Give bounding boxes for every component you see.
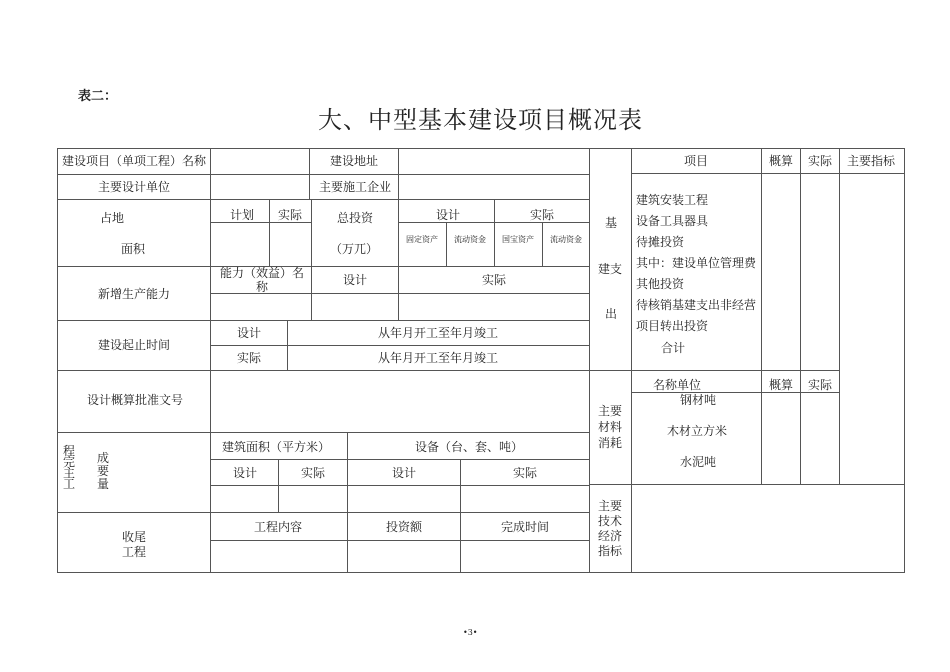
col-line [210,199,211,320]
approval-number-label: 设计概算批准文号 [87,393,184,407]
final-project-label-2: 工程 [122,545,147,559]
col-line [210,320,211,370]
materials-label-3: 消耗 [598,436,623,450]
col-line [309,148,310,174]
page-number: •3• [463,628,478,637]
table-border-left [57,148,58,573]
divider-left-section [589,148,590,573]
capex-item: 其他投资 [636,277,685,291]
row-line [210,540,589,541]
col-line [210,148,211,199]
page-title: 大、中型基本建设项目概况表 [318,106,643,134]
budget-header: 概算 [769,154,794,168]
capex-label-2: 建支 [598,262,623,276]
col-line [210,432,211,572]
col-line [347,432,348,572]
col-line [446,222,447,266]
period-design-text: 从年月开工至年月竣工 [378,326,499,340]
design-fixed-assets: 固定资产 [406,235,438,244]
material-item: 水泥吨 [680,455,717,469]
row-line [57,432,589,433]
building-actual-header: 实际 [301,466,326,480]
investment-actual-header: 实际 [530,208,555,222]
row-line [589,370,839,371]
col-line [761,148,762,484]
row-line [57,266,589,267]
capex-item: 项目转出投资 [636,319,709,333]
materials-label-2: 材料 [598,420,623,434]
col-line [309,174,310,199]
period-actual-label: 实际 [237,351,262,365]
col-line [287,320,288,370]
row-line [398,222,589,223]
design-current-funds: 流动资金 [454,235,486,244]
actual-header: 实际 [808,154,833,168]
col-line [398,174,399,199]
building-area-header: 建筑面积（平方米） [222,440,331,454]
capacity-design-header: 设计 [343,273,368,287]
capex-item: 待摊投资 [636,235,685,249]
item-header: 项目 [684,154,709,168]
period-label: 建设起止时间 [98,338,171,352]
col-line [269,199,270,266]
col-line [278,459,279,512]
period-design-label: 设计 [237,326,262,340]
capex-total: 合计 [661,341,686,355]
material-item: 钢材吨 [680,393,717,407]
col-line [460,459,461,572]
row-line [631,173,904,174]
capacity-actual-header: 实际 [482,273,507,287]
col-line [398,199,399,320]
capex-item: 建筑安装工程 [636,193,709,207]
tech-label-1: 主要 [598,499,623,513]
col-line [839,148,840,484]
land-area-label-2: 面积 [121,242,146,256]
col-line [210,370,211,432]
table-border-top [57,148,904,149]
material-budget-header: 概算 [769,378,794,392]
row-line [57,174,589,175]
indicators-header: 主要指标 [847,154,896,168]
table-border-bottom [57,572,904,573]
capex-label-1: 基 [605,216,618,230]
land-plan-header: 计划 [230,208,255,222]
col-line [542,222,543,266]
investment-design-header: 设计 [436,208,461,222]
project-name-label: 建设项目（单项工程）名称 [62,154,207,168]
material-name-unit-header: 名称单位 [653,378,702,392]
tech-label-3: 经济 [598,529,623,543]
total-investment-unit: （万兀） [330,242,379,256]
capacity-name-header: 能力（效益）名称 [219,266,304,294]
tech-label-4: 指标 [598,544,623,558]
capex-item: 其中：建设单位管理费 [636,256,757,270]
col-line [800,148,801,484]
col-line [398,148,399,174]
row-line [57,370,589,371]
design-unit-label: 主要设计单位 [98,180,171,194]
equipment-design-header: 设计 [392,466,417,480]
main-completed-quantity-label-a: 程完主工 [63,444,76,491]
building-design-header: 设计 [233,466,258,480]
period-actual-text: 从年月开工至年月竣工 [378,351,499,365]
equipment-header: 设备（台、套、吨） [415,440,524,454]
table-number-label: 表二： [78,89,118,104]
main-completed-quantity-label-b: 成要量 [97,451,110,491]
material-actual-header: 实际 [808,378,833,392]
land-actual-header: 实际 [278,208,303,222]
land-area-label-1: 占地 [100,211,125,225]
site-label: 建设地址 [330,154,379,168]
new-capacity-label: 新增生产能力 [98,287,171,301]
capex-label-3: 出 [605,307,618,321]
row-line [589,484,904,485]
row-line [57,199,589,200]
actual-current-funds: 流动资金 [550,235,582,244]
tech-label-2: 技术 [598,514,623,528]
divider-right-section [631,148,632,573]
row-line [57,512,589,513]
equipment-actual-header: 实际 [513,466,538,480]
capex-item: 待核销基建支出非经营 [636,298,757,312]
capex-item: 设备工具器具 [636,214,709,228]
completion-time-header: 完成时间 [501,520,550,534]
col-line [311,199,312,320]
row-line [210,485,589,486]
col-line [494,199,495,266]
row-line [57,320,589,321]
final-project-label-1: 收尾 [122,530,147,544]
materials-label-1: 主要 [598,404,623,418]
actual-fixed-assets: 国宝资产 [502,235,534,244]
row-line [210,459,589,460]
work-content-header: 工程内容 [254,520,303,534]
row-line [210,345,589,346]
total-investment-label: 总投资 [337,211,374,225]
contractor-label: 主要施工企业 [319,180,392,194]
material-item: 木材立方米 [667,424,728,438]
row-line [631,392,839,393]
investment-amount-header: 投资额 [386,520,423,534]
row-line [210,222,311,223]
table-border-right [904,148,905,573]
